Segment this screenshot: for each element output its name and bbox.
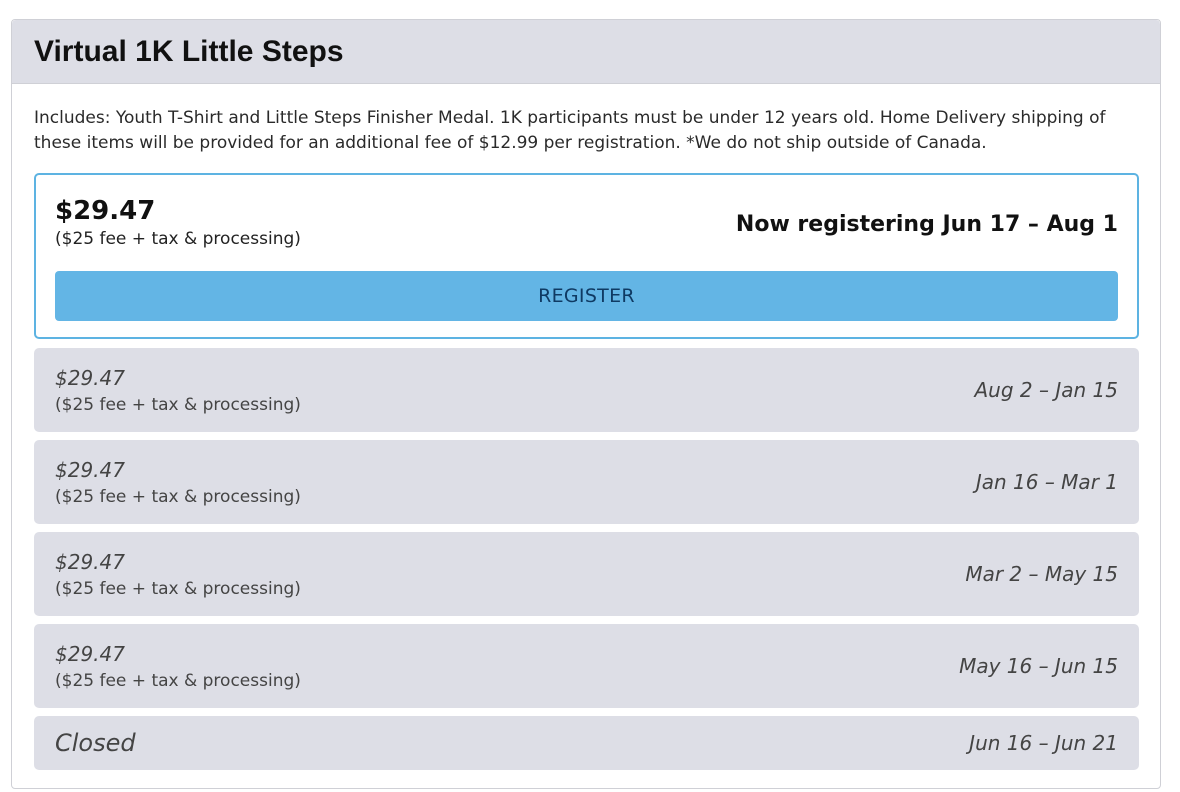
current-tier-price-block bbox=[55, 196, 301, 250]
closed-label: Closed bbox=[55, 729, 136, 757]
future-tier-dates: May 16 – Jun 15 bbox=[959, 654, 1118, 678]
register-button[interactable]: REGISTER bbox=[55, 271, 1118, 321]
current-tier-fee-note: ($25 fee + tax & processing) bbox=[55, 229, 301, 249]
closed-tier-dates: Jun 16 – Jun 21 bbox=[969, 731, 1118, 755]
current-tier-price: $29.47 bbox=[55, 196, 156, 226]
future-tier-row bbox=[55, 641, 1118, 692]
future-tier-price: $29.47 bbox=[55, 457, 125, 482]
future-tier-fee-note: ($25 fee + tax & processing) bbox=[55, 578, 301, 599]
future-tier-price: $29.47 bbox=[55, 641, 125, 666]
future-tier-row bbox=[55, 457, 1118, 508]
current-tier-row bbox=[55, 175, 1118, 271]
future-tier-row bbox=[55, 365, 1118, 416]
event-card bbox=[11, 19, 1161, 789]
future-price-tier bbox=[34, 440, 1139, 524]
current-price-tier bbox=[34, 173, 1139, 339]
current-tier-status: Now registering Jun 17 – Aug 1 bbox=[735, 212, 1118, 237]
future-price-tier bbox=[34, 348, 1139, 432]
future-price-tier bbox=[34, 624, 1139, 708]
future-tier-row bbox=[55, 549, 1118, 600]
closed-price-tier bbox=[34, 716, 1139, 770]
event-description: Includes: Youth T-Shirt and Little Steps Finisher Medal. 1K participants must be under 12 years old. Home Delivery shipping of these items will be provided for an additional fee of $12.99 per registration. *We do not ship outside of Canada. bbox=[34, 108, 1106, 153]
future-tier-dates: Jan 16 – Mar 1 bbox=[975, 470, 1118, 494]
event-title: Virtual 1K Little Steps bbox=[34, 34, 344, 68]
future-tier-price-block bbox=[55, 641, 301, 692]
future-tier-price-block bbox=[55, 549, 301, 600]
future-tier-fee-note: ($25 fee + tax & processing) bbox=[55, 670, 301, 691]
future-tier-dates: Aug 2 – Jan 15 bbox=[974, 378, 1118, 402]
card-header bbox=[12, 20, 1160, 84]
future-tier-price-block bbox=[55, 457, 301, 508]
card-body bbox=[12, 84, 1160, 770]
future-tier-price-block bbox=[55, 365, 301, 416]
closed-tier-row bbox=[55, 729, 1118, 757]
future-tier-dates: Mar 2 – May 15 bbox=[965, 562, 1118, 586]
future-tier-fee-note: ($25 fee + tax & processing) bbox=[55, 394, 301, 415]
future-tier-price: $29.47 bbox=[55, 549, 125, 574]
future-price-tier bbox=[34, 532, 1139, 616]
future-tier-price: $29.47 bbox=[55, 365, 125, 390]
future-tier-fee-note: ($25 fee + tax & processing) bbox=[55, 486, 301, 507]
